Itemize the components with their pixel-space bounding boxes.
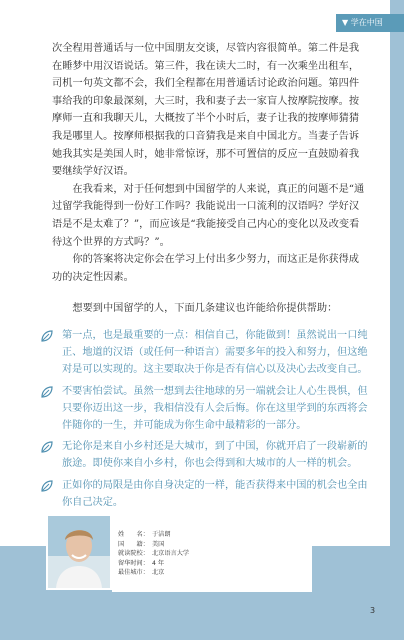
profile-info-card xyxy=(112,528,312,592)
profile-row: 就读院校： 北京语言大学 xyxy=(118,550,190,558)
leaf-icon xyxy=(40,440,54,454)
leaf-icon xyxy=(40,385,54,399)
tip-text: 无论你是来自小乡村还是大城市，到了中国，你就开启了一段崭新的旅途。即使你来自小乡村，你也会得到和大城市的人一样的机会。 xyxy=(62,441,368,470)
page-number: 3 xyxy=(370,606,376,615)
paragraph-3: 你的答案将决定你会在学习上付出多少努力，而这正是你获得成功的决定性因素。 xyxy=(52,254,360,283)
leaf-icon xyxy=(40,479,54,493)
profile-row: 留华时间： 4 年 xyxy=(118,559,165,567)
student-profile xyxy=(0,514,390,640)
tips-intro: 想要到中国留学的人，下面几条建议也许能给你提供帮助： xyxy=(72,303,338,314)
tips-list xyxy=(40,327,370,515)
paragraph-2: 在我看来，对于任何想到中国留学的人来说，真正的问题不是“通过留学我能得到一份好工作吗？我能说出一口流利的汉语吗？学好汉语是不是太难了？”，而应该是“我能接受自己内心的变化以及改变看待这个世界的方式吗？”。 xyxy=(52,183,365,248)
section-tab-label: 学在中国 xyxy=(350,18,383,27)
tip-item xyxy=(40,383,370,435)
tip-item xyxy=(40,438,370,472)
profile-row: 姓 名： 于洁朗 xyxy=(118,531,171,538)
section-tab xyxy=(336,14,404,32)
student-photo xyxy=(46,514,112,590)
tip-text: 不要害怕尝试。虽然一想到去往地球的另一端就会让人心生畏惧，但只要你迈出这一步，我相信没有人会后悔。你在这里学到的东西将会伴随你的一生，并可能成为你生命中最精彩的一部分。 xyxy=(62,385,368,432)
person-photo-icon xyxy=(48,516,110,588)
tip-item xyxy=(40,327,370,379)
triangle-icon: ▼ xyxy=(342,18,351,27)
leaf-icon xyxy=(40,329,54,343)
tip-text: 正如你的局限是由你自身决定的一样，能否获得来中国的机会也全由你自己决定。 xyxy=(62,479,368,508)
article-body xyxy=(52,40,368,286)
tip-item xyxy=(40,477,370,511)
profile-row: 最佳城市： 北京 xyxy=(118,569,165,577)
paragraph-1: 次全程用普通话与一位中国朋友交谈，尽管内容很简单。第二件是我在睡梦中用汉语说话。第三件，我在读大二时，有一次乘坐出租车，司机一句英文都不会，我们全程都在用普通话讨论政治问题。第四件事给我的印象最深刻，大三时，我和妻子去一家盲人按摩院按摩。按摩师一直和我聊天儿，大概按了半个小时后，妻子让我的按摩师猜猜我是哪里人。按摩师根据我的口音猜我是来自中国北方。当妻子告诉她我其实是美国人时，她非常惊讶，那不可置信的反应一直鼓励着我要继续学好汉语。 xyxy=(52,43,360,178)
tip-text: 第一点，也是最重要的一点：相信自己，你能做到！虽然说出一口纯正、地道的汉语（或任何一种语言）需要多年的投入和努力，但这绝对是可以实现的。这主要取决于你是否有信心以及决心去改变自己。 xyxy=(62,330,368,376)
profile-row: 国 籍： 美国 xyxy=(118,540,165,548)
